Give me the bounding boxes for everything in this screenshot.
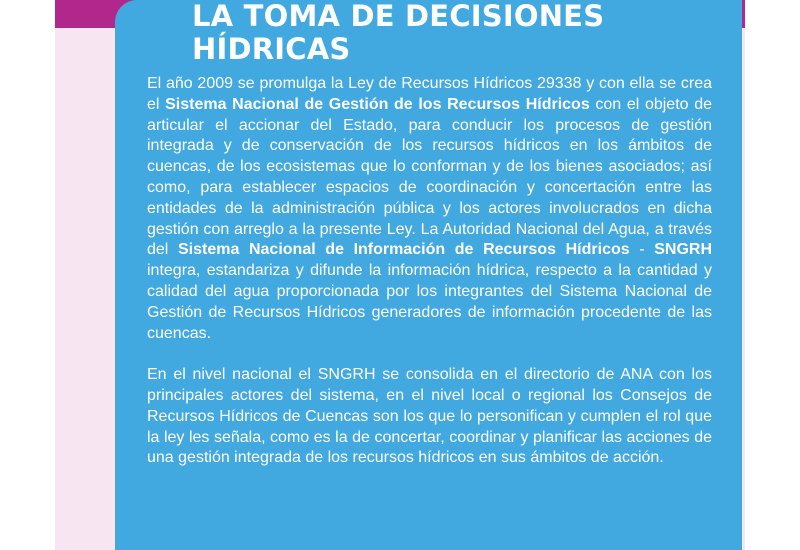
page-title — [192, 0, 732, 66]
title-line-1: LA TOMA DE DECISIONES — [192, 0, 605, 33]
p1-bold-acronym: SNGRH — [654, 241, 713, 259]
paragraph-1 — [147, 74, 712, 344]
p1-bold-sistema-informacion: Sistema Nacional de Información de Recursos Hídricos — [177, 241, 630, 259]
rounded-corner — [115, 0, 137, 22]
p1-bold-sngrh-name: Sistema Nacional de Gestión de los Recursos Hídricos — [165, 95, 590, 113]
article-body — [147, 74, 712, 469]
p1-text-1: El año 2009 se promulga la Ley de Recursos Hídricos 29338 y con ella se crea el — [147, 75, 712, 113]
title-line-2: HÍDRICAS — [192, 32, 351, 66]
paragraph-2: En el nivel nacional el SNGRH se consolida en el directorio de ANA con los principales actores del sistema, en el nivel local o regional los Consejos de Recursos Hídricos de Cuencas son los que lo personifican y cumplen el rol que la ley les señala, como es la de concertar, coordinar y planificar las acciones de una gestión integrada de los recursos hídricos en sus ámbitos de acción. — [147, 366, 712, 467]
p1-text-4: integra, estandariza y difunde la información hídrica, respecto a la cantidad y calidad del agua proporcionada por los integrantes del Sistema Nacional de Gestión de Recursos Hídricos generadores de información procedente de las cuencas. — [147, 262, 712, 342]
p1-text-3: - — [629, 241, 655, 259]
p1-text-2: con el objeto de articular el accionar del Estado, para conducir los procesos de gestión integrada y de conservación de los recursos hídricos en los ámbitos de cuencas, de los ecosistemas que lo conforman y de los bienes asociados; así como, para establecer espacios de coordinación y concertación entre las entidades de la administración pública y los actores involucrados en dicha gestión con arreglo a la presente Ley. La Autoridad Nacional del Agua, a través del — [147, 95, 712, 259]
